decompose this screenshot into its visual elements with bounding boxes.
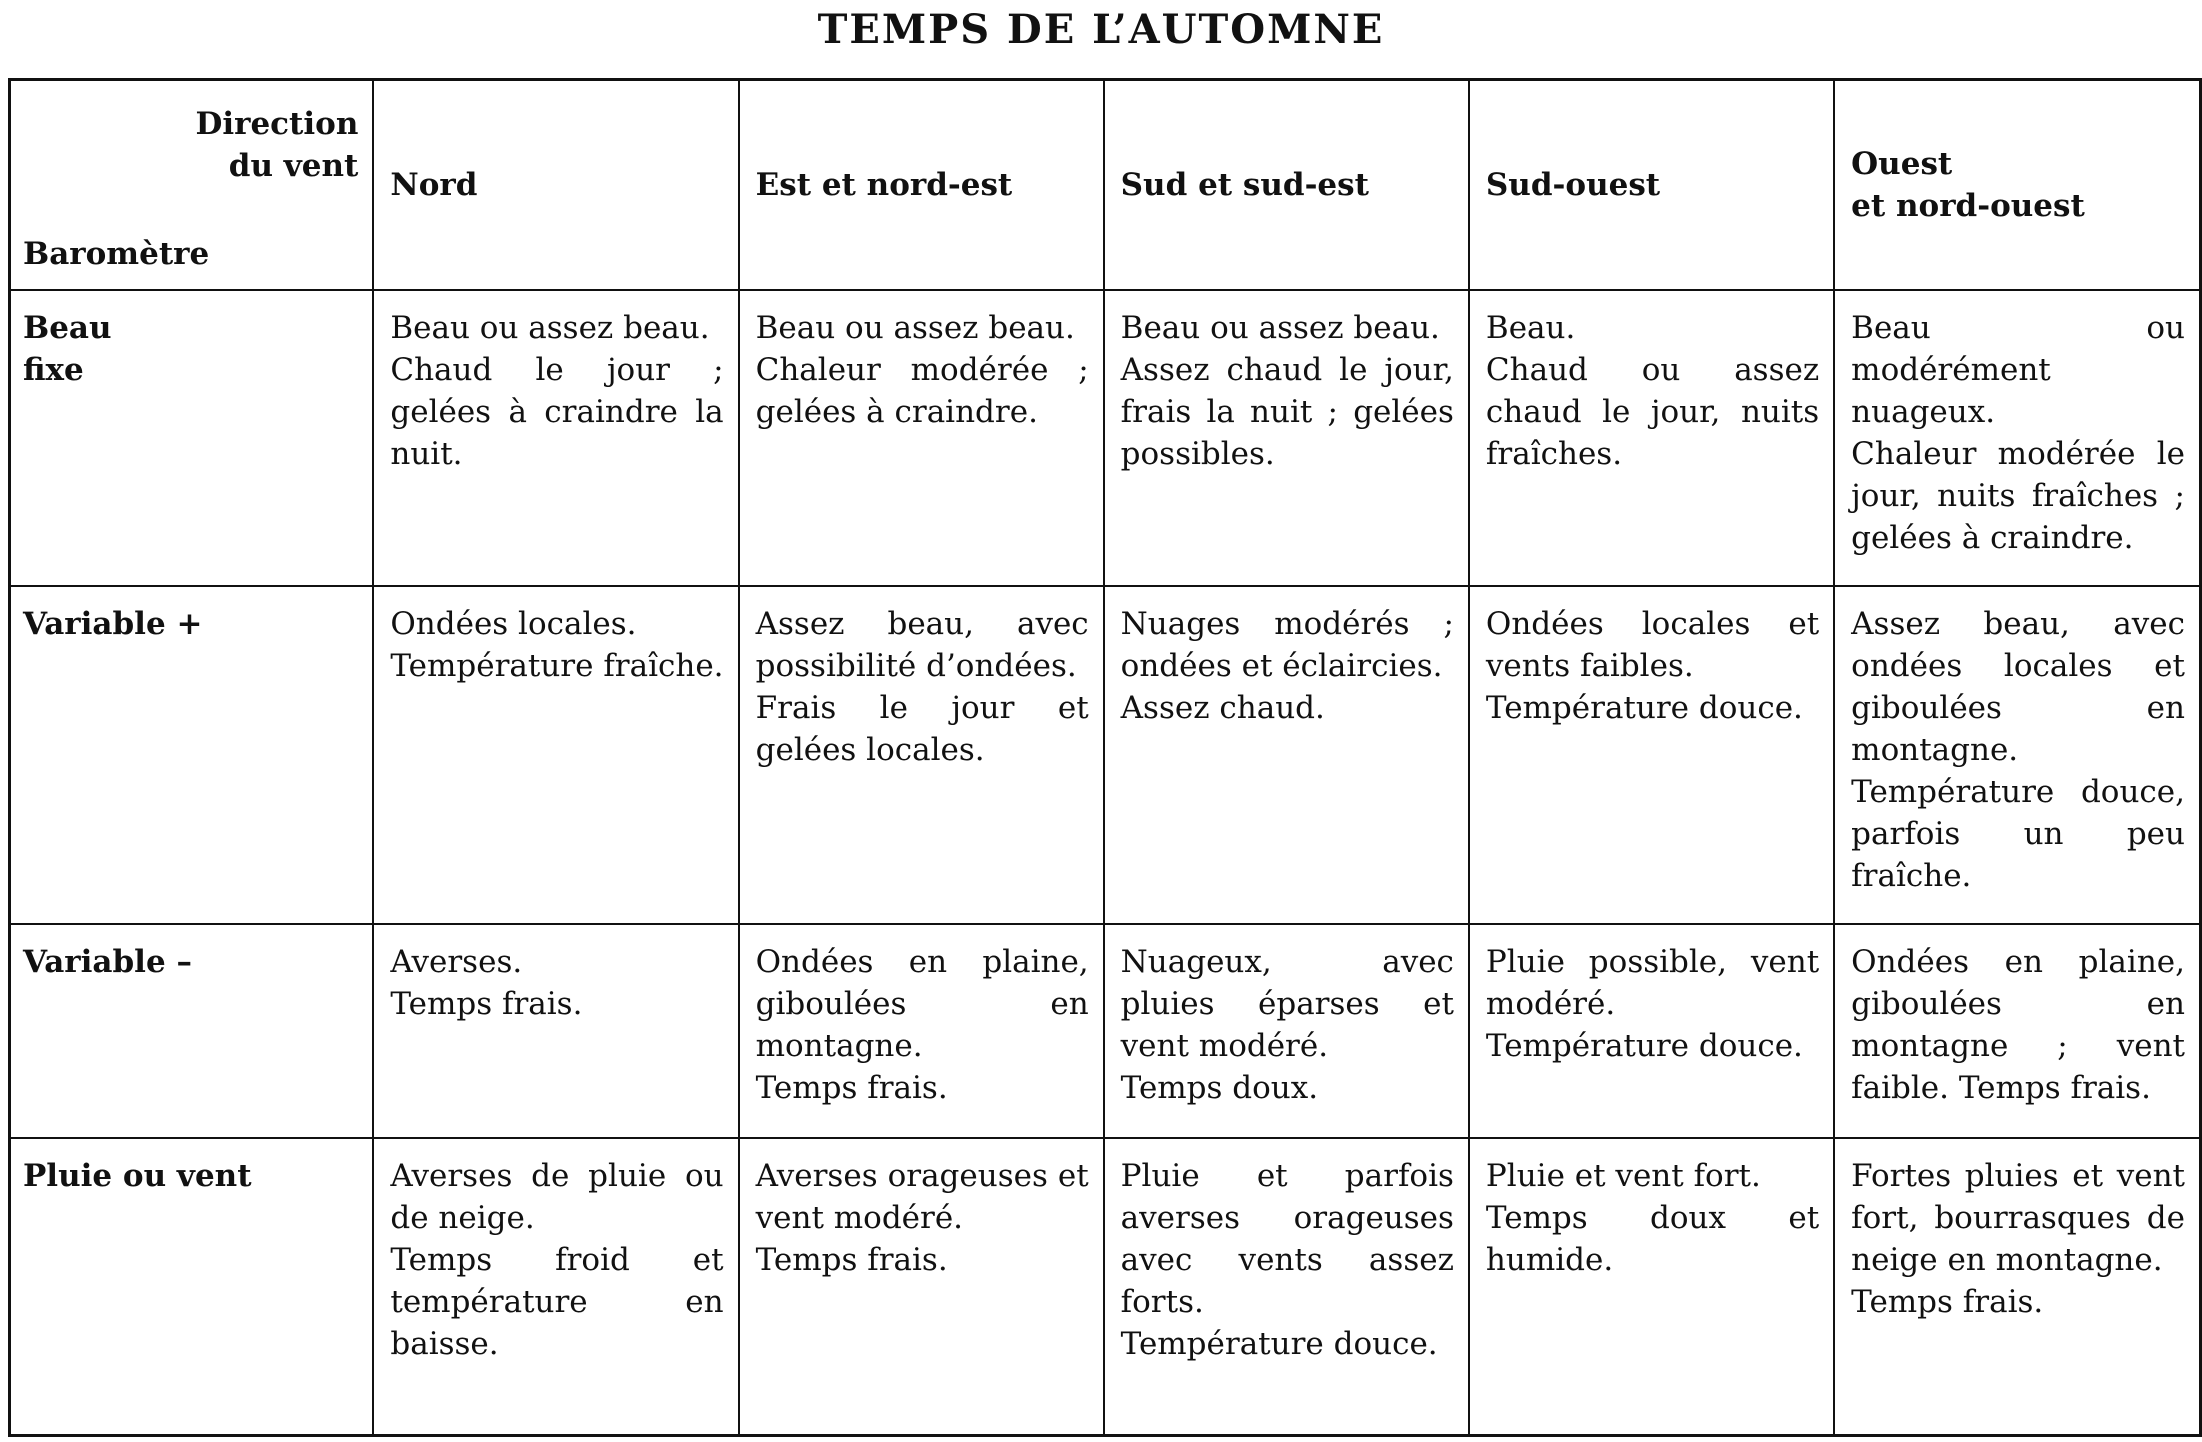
- page-title: TEMPS DE L’AUTOMNE: [817, 6, 1385, 53]
- table-row: [10, 924, 2201, 1138]
- table-cell: Averses de pluie ou de neige. Temps froid et température en baisse.: [373, 1138, 738, 1436]
- column-header-sud-sud-est: Sud et sud-est: [1104, 80, 1469, 290]
- table-cell: Beau. Chaud ou assez chaud le jour, nuits fraîches.: [1469, 290, 1834, 586]
- column-header-sud-ouest: Sud-ouest: [1469, 80, 1834, 290]
- table-row: [10, 290, 2201, 586]
- table-cell: Beau ou assez beau. Chaleur modérée ; gelées à craindre.: [739, 290, 1104, 586]
- table-cell: Ondées locales et vents faibles. Température douce.: [1469, 586, 1834, 924]
- column-header-nord: Nord: [373, 80, 738, 290]
- table-cell: Assez beau, avec possibilité d’ondées. Frais le jour et gelées locales.: [739, 586, 1104, 924]
- table-cell: Ondées en plaine, giboulées en montagne ; vent faible. Temps frais.: [1834, 924, 2200, 1138]
- table-cell: Ondées locales. Température fraîche.: [373, 586, 738, 924]
- weather-table: [8, 78, 2202, 1437]
- row-label-beau-fixe: Beau fixe: [10, 290, 374, 586]
- table-cell: Pluie et vent fort. Temps doux et humide.: [1469, 1138, 1834, 1436]
- table-cell: Pluie possible, vent modéré. Température douce.: [1469, 924, 1834, 1138]
- table-cell: Averses orageuses et vent modéré. Temps frais.: [739, 1138, 1104, 1436]
- corner-cell: [10, 80, 374, 290]
- table-row: [10, 586, 2201, 924]
- table-cell: Averses. Temps frais.: [373, 924, 738, 1138]
- table-cell: Assez beau, avec ondées locales et giboulées en montagne. Température douce, parfois un peu fraîche.: [1834, 586, 2200, 924]
- table-row: [10, 1138, 2201, 1436]
- column-header-est-nord-est: Est et nord-est: [739, 80, 1104, 290]
- table-cell: Pluie et parfois averses orageuses avec vents assez forts. Température douce.: [1104, 1138, 1469, 1436]
- table-cell: Fortes pluies et vent fort, bourrasques de neige en montagne. Temps frais.: [1834, 1138, 2200, 1436]
- header-row: [10, 80, 2201, 290]
- table-cell: Beau ou assez beau. Chaud le jour ; gelées à craindre la nuit.: [373, 290, 738, 586]
- table-cell: Beau ou assez beau. Assez chaud le jour, frais la nuit ; gelées possibles.: [1104, 290, 1469, 586]
- row-label-pluie-ou-vent: Pluie ou vent: [10, 1138, 374, 1436]
- table-cell: Ondées en plaine, giboulées en montagne. Temps frais.: [739, 924, 1104, 1138]
- row-label-variable-plus: Variable +: [10, 586, 374, 924]
- wind-direction-label: Direction du vent: [195, 106, 359, 184]
- barometer-label: Baromètre: [23, 235, 210, 272]
- row-label-variable-minus: Variable –: [10, 924, 374, 1138]
- column-header-ouest-nord-ouest: Ouest et nord-ouest: [1834, 80, 2200, 290]
- table-cell: Nuageux, avec pluies éparses et vent modéré. Temps doux.: [1104, 924, 1469, 1138]
- table-cell: Nuages modérés ; ondées et éclaircies. Assez chaud.: [1104, 586, 1469, 924]
- table-cell: Beau ou modérément nuageux. Chaleur modérée le jour, nuits fraîches ; gelées à craindre.: [1834, 290, 2200, 586]
